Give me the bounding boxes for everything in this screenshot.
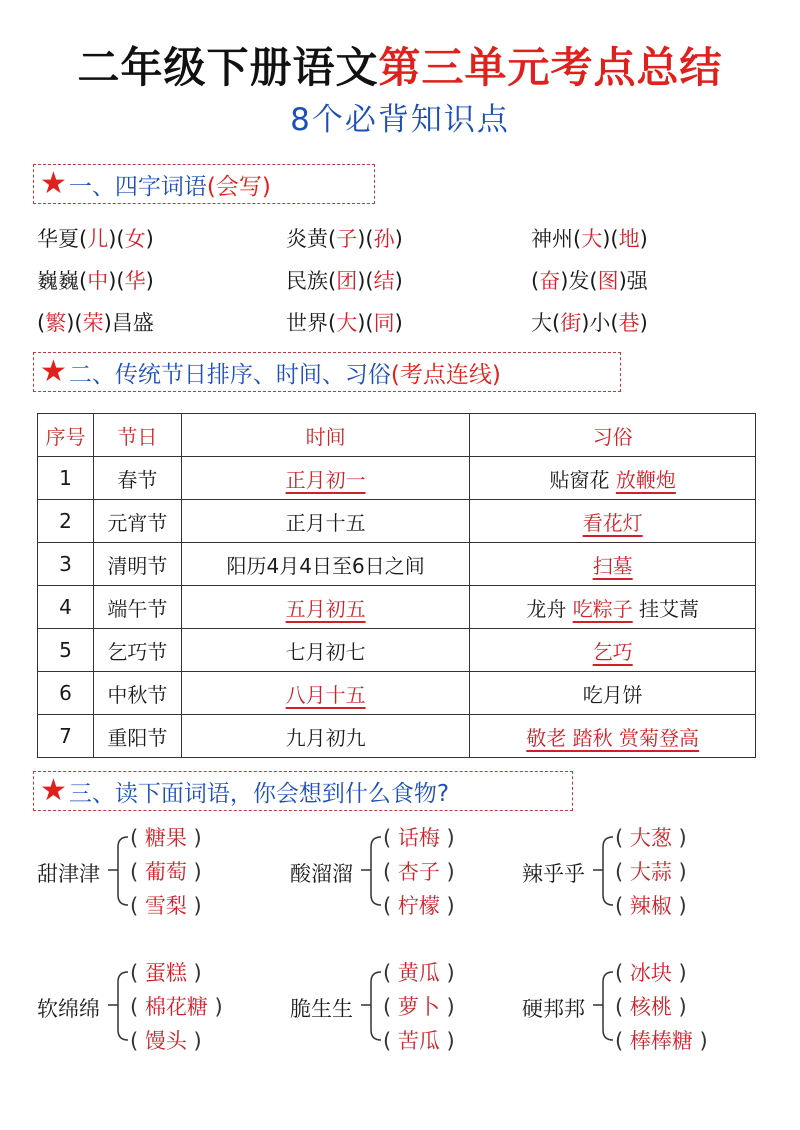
food-answer: 糖果 [144,826,187,850]
idiom-answer: 结 [373,269,395,293]
food-word: 甜津津 [37,862,100,886]
food-option: ( 馒头 ) [130,1029,202,1053]
section3-header [33,771,573,811]
page-subtitle: 8个必背知识点 [290,102,510,138]
food-answer: 蛋糕 [144,961,187,985]
cell-no: 5 [38,629,94,672]
idiom-item [286,307,403,337]
cell-custom [470,672,756,715]
idiom-answer: 女 [124,227,146,251]
food-answer: 萝卜 [397,995,440,1019]
cell-no: 7 [38,715,94,758]
idiom-text: )( [108,269,125,293]
idiom-text: ) [394,269,403,293]
idiom-text: 世界( [286,311,337,335]
food-group [290,953,520,1063]
idiom-text: ) [639,227,648,251]
custom-plain: 吃月饼 [582,682,643,707]
table-row [38,543,756,586]
star-icon: ★ [40,354,67,389]
table-row [38,586,756,629]
idiom-answer: 团 [336,269,358,293]
food-answer: 黄瓜 [397,961,440,985]
custom-answer: 敬老 踏秋 赏菊登高 [526,725,700,750]
cell-time [181,586,470,629]
section1-note: (会写) [206,173,271,200]
idiom-text: )( [66,311,83,335]
idiom-answer: 大 [581,227,603,251]
idiom-answer: 同 [373,311,395,335]
food-answer: 大蒜 [629,860,672,884]
title-black: 二年级下册语文 [77,43,379,92]
food-option: ( 棉花糖 ) [130,995,223,1019]
cell-festival: 清明节 [93,543,181,586]
food-option: ( 冰块 ) [615,961,687,985]
idiom-answer: 地 [618,227,640,251]
cell-custom [470,586,756,629]
idiom-answer: 大 [336,311,358,335]
food-option: ( 核桃 ) [615,995,687,1019]
cell-no: 2 [38,500,94,543]
idiom-text: 神州( [531,227,582,251]
idiom-text: )( [108,227,125,251]
cell-time [181,500,470,543]
cell-custom [470,715,756,758]
idiom-answer: 奋 [539,269,561,293]
idiom-text: ) [145,269,154,293]
idiom-text: 华夏( [37,227,88,251]
cell-festival: 乞巧节 [93,629,181,672]
cell-no: 6 [38,672,94,715]
time-text: 八月十五 [285,682,366,707]
idiom-text: ) [394,311,403,335]
star-icon: ★ [40,773,67,808]
cell-festival: 重阳节 [93,715,181,758]
time-text: 正月初一 [285,467,366,492]
cell-festival: 元宵节 [93,500,181,543]
food-option: ( 葡萄 ) [130,860,202,884]
idiom-answer: 儿 [87,227,109,251]
food-answer: 苦瓜 [397,1029,440,1053]
food-option: ( 杏子 ) [383,860,455,884]
custom-answer: 放鞭炮 [615,467,676,492]
food-option: ( 萝卜 ) [383,995,455,1019]
food-group [522,818,752,928]
idiom-text: ) [145,227,154,251]
cell-time [181,543,470,586]
idiom-text: )强 [618,269,648,293]
idiom-answer: 中 [87,269,109,293]
food-word: 脆生生 [290,997,353,1021]
food-option: ( 雪梨 ) [130,894,202,918]
page-title [0,42,800,94]
idiom-item [286,265,403,295]
custom-plain: 贴窗花 [549,467,610,492]
idiom-text: )小( [581,311,619,335]
food-answer: 雪梨 [144,894,187,918]
idiom-answer: 图 [597,269,619,293]
food-option: ( 黄瓜 ) [383,961,455,985]
idiom-text: )( [357,311,374,335]
idiom-text: ) [394,227,403,251]
food-answer: 话梅 [397,826,440,850]
idiom-text: )昌盛 [103,311,154,335]
idiom-text: 大( [531,311,561,335]
idiom-answer: 巷 [618,311,640,335]
food-answer: 葡萄 [144,860,187,884]
cell-no: 1 [38,457,94,500]
custom-answer: 扫墓 [592,553,633,578]
food-option: ( 棒棒糖 ) [615,1029,708,1053]
food-option: ( 苦瓜 ) [383,1029,455,1053]
idiom-text: )发( [560,269,598,293]
idiom-answer: 孙 [373,227,395,251]
section1-header [33,164,375,204]
idiom-item [37,223,154,253]
cell-time [181,715,470,758]
section1-heading: 一、四字词语 [68,173,207,200]
header-festival: 节日 [93,414,181,457]
food-group [37,818,267,928]
idiom-answer: 街 [560,311,582,335]
food-answer: 冰块 [629,961,672,985]
cell-custom [470,629,756,672]
idiom-text: ) [639,311,648,335]
time-text: 九月初九 [285,725,366,750]
food-group [37,953,267,1063]
cell-custom [470,543,756,586]
idiom-item [531,265,648,295]
idiom-answer: 华 [124,269,146,293]
cell-festival: 端午节 [93,586,181,629]
cell-festival: 中秋节 [93,672,181,715]
idiom-item [531,307,648,337]
title-red: 第三单元考点总结 [378,43,723,92]
idiom-text: 炎黄( [286,227,337,251]
idiom-item [531,223,648,253]
food-answer: 辣椒 [629,894,672,918]
food-option: ( 大葱 ) [615,826,687,850]
section2-header [33,352,621,392]
food-answer: 大葱 [629,826,672,850]
idiom-answer: 繁 [45,311,67,335]
cell-time [181,457,470,500]
food-option: ( 糖果 ) [130,826,202,850]
idiom-text: )( [357,269,374,293]
section3-heading: 三、读下面词语，你会想到什么食物? [68,780,450,807]
table-header-row [38,414,756,457]
table-row [38,672,756,715]
food-answer: 馒头 [144,1029,187,1053]
header-no: 序号 [38,414,94,457]
cell-no: 3 [38,543,94,586]
custom-answer: 看花灯 [582,510,643,535]
section2-note: (考点连线) [390,361,501,388]
food-answer: 杏子 [397,860,440,884]
table-row [38,457,756,500]
food-group [522,953,752,1063]
food-option: ( 蛋糕 ) [130,961,202,985]
food-answer: 柠檬 [397,894,440,918]
food-group [290,818,520,928]
food-option: ( 辣椒 ) [615,894,687,918]
custom-plain: 龙舟 [526,596,567,621]
idiom-item [286,223,403,253]
food-word: 酸溜溜 [290,862,353,886]
time-text: 七月初七 [285,639,366,664]
festival-table [37,413,756,758]
table-row [38,500,756,543]
food-option: ( 柠檬 ) [383,894,455,918]
star-icon: ★ [40,166,67,201]
idiom-text: )( [602,227,619,251]
custom-tail: 挂艾蒿 [639,596,700,621]
cell-festival: 春节 [93,457,181,500]
time-text: 正月十五 [285,510,366,535]
food-answer: 棉花糖 [144,995,208,1019]
idiom-answer: 荣 [82,311,104,335]
food-option: ( 大蒜 ) [615,860,687,884]
table-row [38,629,756,672]
time-text: 阳历4月4日至6日之间 [226,553,425,578]
food-answer: 棒棒糖 [629,1029,693,1053]
idiom-item [37,265,154,295]
header-time: 时间 [181,414,470,457]
cell-time [181,672,470,715]
header-custom: 习俗 [470,414,756,457]
food-answer: 核桃 [629,995,672,1019]
idiom-text: ( [37,311,46,335]
cell-custom [470,500,756,543]
idiom-text: ( [531,269,540,293]
idiom-answer: 子 [336,227,358,251]
custom-answer: 乞巧 [592,639,633,664]
cell-no: 4 [38,586,94,629]
idiom-text: 民族( [286,269,337,293]
custom-answer: 吃粽子 [572,596,633,621]
food-word: 硬邦邦 [522,997,585,1021]
idiom-text: 巍巍( [37,269,88,293]
food-option: ( 话梅 ) [383,826,455,850]
cell-custom [470,457,756,500]
time-text: 五月初五 [285,596,366,621]
idiom-text: )( [357,227,374,251]
idiom-item [37,307,154,337]
food-word: 软绵绵 [37,997,100,1021]
food-word: 辣乎乎 [522,862,585,886]
cell-time [181,629,470,672]
section2-heading: 二、传统节日排序、时间、习俗 [68,361,391,388]
table-row [38,715,756,758]
